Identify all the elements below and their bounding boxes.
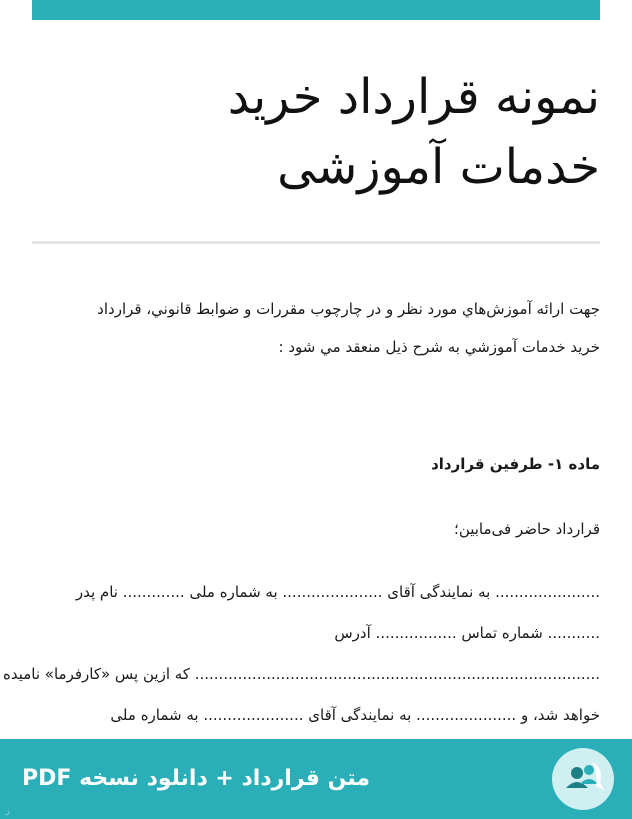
- people-chat-icon: [552, 748, 614, 810]
- title-line-2: خدمات آموزشی: [277, 139, 600, 195]
- parties-intro: قرارداد حاضر فی‌مابین؛: [454, 520, 600, 538]
- intro-line-2: خريد خدمات آموزشي به شرح ذيل منعقد مي شود :: [278, 338, 600, 356]
- intro-line-1: جهت ارائه آموزش‌هاي مورد نظر و در چارچوب مقررات و ضوابط قانوني، قرارداد: [97, 300, 600, 318]
- title-divider: [32, 241, 600, 244]
- form-line: خواهد شد، و ..................... به نمایندگی آقای ..................... به شماره ملی: [110, 706, 600, 724]
- page-title: [60, 62, 600, 202]
- contract-form-lines: [2, 578, 600, 742]
- corner-mark: ز: [6, 806, 10, 815]
- form-line: ...................... به نمایندگی آقای ..................... به شماره ملی ............. نام پدر: [75, 583, 600, 601]
- download-banner[interactable]: [0, 739, 632, 819]
- intro-paragraph: [25, 290, 600, 366]
- top-accent-bar: [32, 0, 600, 20]
- article-1-title: ماده ۱- طرفین قرارداد: [431, 455, 600, 473]
- form-line: ..................................................................................... که ازین پس «کارفرما» نامیده: [2, 665, 600, 683]
- download-banner-text[interactable]: متن قرارداد + دانلود نسخه PDF: [22, 766, 370, 791]
- title-line-1: نمونه قرارداد خرید: [227, 69, 600, 125]
- form-line: ........... شماره تماس ................. آدرس: [334, 624, 600, 642]
